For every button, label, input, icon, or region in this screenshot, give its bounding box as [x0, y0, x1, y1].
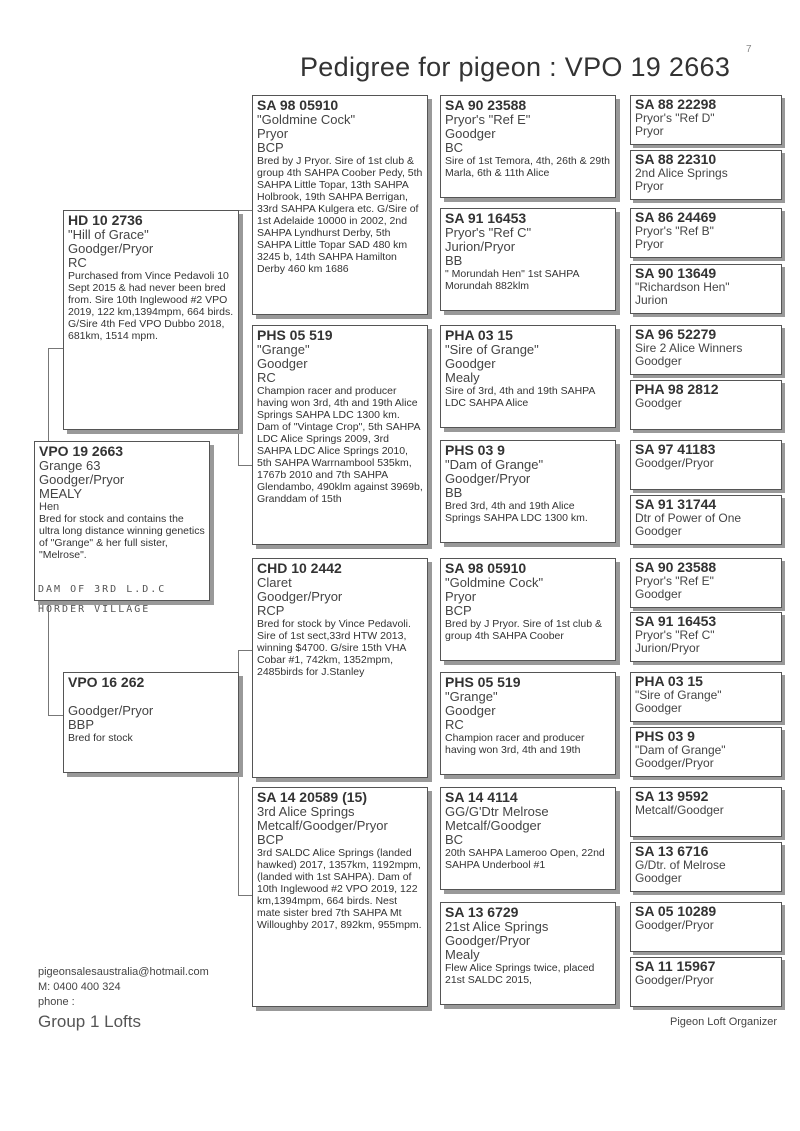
pigeon-card-gen5	[630, 558, 782, 608]
breeder: Pryor	[445, 589, 477, 604]
pigeon-name: Pryor's "Ref E"	[445, 112, 531, 127]
pigeon-card-gen4	[440, 787, 616, 890]
pigeon-name: Sire 2 Alice Winners	[635, 341, 743, 355]
pigeon-card-gen4	[440, 208, 616, 311]
pigeon-name: 2nd Alice Springs	[635, 166, 728, 180]
breeder: Pryor	[257, 126, 289, 141]
pigeon-card-sire	[63, 210, 239, 430]
notes: Bred for stock by Vince Pedavoli. Sire of 1st sect,33rd HTW 2013, winning $4700. G/sire 15th VHA Cobar #1, 742km, 1352mpm, 2485birds for J.Stanley	[257, 618, 411, 678]
color: Mealy	[445, 370, 480, 385]
breeder: Goodger	[635, 354, 682, 368]
ring-number: PHA 03 15	[635, 673, 703, 689]
connector	[48, 600, 49, 715]
pigeon-name: "Goldmine Cock"	[445, 575, 544, 590]
ring-number: SA 14 20589 (15)	[257, 789, 367, 805]
breeder: Goodger/Pryor	[635, 918, 714, 932]
ring-number: SA 91 16453	[445, 210, 527, 226]
pigeon-name: Pryor's "Ref C"	[635, 628, 715, 642]
notes: Bred by J Pryor. Sire of 1st club & group 4th SAHPA Coober	[445, 618, 602, 642]
breeder: Metcalf/Goodger	[635, 803, 724, 817]
ring-number: PHS 05 519	[445, 674, 521, 690]
pigeon-card-gen4	[440, 440, 616, 543]
page-title: Pedigree for pigeon : VPO 19 2663	[300, 52, 731, 82]
ring-number: SA 13 9592	[635, 788, 709, 804]
pigeon-card-gen5	[630, 380, 782, 430]
pigeon-name: "Sire of Grange"	[635, 688, 722, 702]
color: Mealy	[445, 947, 480, 962]
pigeon-name: "Dam of Grange"	[445, 457, 544, 472]
connector	[238, 895, 252, 896]
pigeon-card-gen5	[630, 440, 782, 490]
pigeon-card-gen4	[440, 558, 616, 661]
pigeon-card-gen5	[630, 495, 782, 545]
ring-number: SA 98 05910	[445, 560, 527, 576]
pigeon-card-gen4	[440, 95, 616, 198]
pigeon-name: "Richardson Hen"	[635, 280, 730, 294]
notes: Sire of 3rd, 4th and 19th SAHPA LDC SAHPA Alice	[445, 385, 595, 409]
pigeon-card-gen3	[252, 787, 428, 1007]
ring-number: SA 13 6729	[445, 904, 519, 920]
pigeon-name: Pryor's "Ref D"	[635, 111, 715, 125]
notes: Bred by J Pryor. Sire of 1st club & group 4th SAHPA Coober Pedy, 5th SAHPA Little Topar, 13th SAHPA Holbrook, 19th SAHPA Berrigan, 33rd SAHPA Kulgera etc. G/Sire of 1st Adelaide 10000 in 2002, 2nd SAHPA Lyndhurst Derby, 5th SAHPA Little Topar SAD 480 km 3245 b, 14th SAHPA Hamilton Derby 460 km 1686	[257, 155, 423, 275]
pigeon-name: "Grange"	[445, 689, 498, 704]
breeder: Goodger/Pryor	[68, 703, 154, 718]
ring-number: SA 91 31744	[635, 496, 717, 512]
color: MEALY	[39, 486, 83, 501]
ring-number: VPO 19 2663	[39, 443, 124, 459]
pigeon-name: Pryor's "Ref B"	[635, 224, 714, 238]
notes: Bred for stock	[68, 732, 133, 744]
pigeon-card-gen5	[630, 787, 782, 837]
ring-number: SA 98 05910	[257, 97, 339, 113]
notes: Bred 3rd, 4th and 19th Alice Springs SAHPA LDC 1300 km.	[445, 500, 588, 524]
pigeon-name	[68, 690, 234, 704]
connector	[48, 348, 63, 349]
breeder: Goodger/Pryor	[635, 973, 714, 987]
connector	[238, 465, 252, 466]
sex: Hen	[39, 501, 60, 513]
breeder: Goodger	[635, 524, 682, 538]
connector	[48, 348, 49, 441]
pigeon-card-gen5	[630, 957, 782, 1007]
pigeon-card-gen4	[440, 325, 616, 428]
breeder: Goodger/Pryor	[39, 472, 125, 487]
ring-number: SA 90 13649	[635, 265, 717, 281]
notes: Purchased from Vince Pedavoli 10 Sept 2015 & had never been bred from. Sire 10th Inglewood #2 VPO 2019, 122 km,1394mpm, 664 birds. G/Sire 4th Fed VPO Dubbo 2018, 681km, 1514 mpm.	[68, 270, 234, 342]
pigeon-card-dam	[63, 672, 239, 773]
connector	[238, 210, 252, 211]
color: BC	[445, 832, 464, 847]
pigeon-name: GG/G'Dtr Melrose	[445, 804, 549, 819]
contact-phone: phone :	[38, 996, 75, 1008]
pigeon-name: 21st Alice Springs	[445, 919, 549, 934]
color: BCP	[257, 140, 284, 155]
pigeon-name: "Goldmine Cock"	[257, 112, 356, 127]
breeder: Goodger	[635, 871, 682, 885]
ring-number: VPO 16 262	[68, 674, 145, 690]
pigeon-name: "Dam of Grange"	[635, 743, 726, 757]
ring-number: SA 88 22298	[635, 96, 717, 112]
pigeon-name: "Hill of Grace"	[68, 227, 149, 242]
pigeon-card-gen5	[630, 208, 782, 258]
notes: " Morundah Hen" 1st SAHPA Morundah 882klm	[445, 268, 579, 292]
ring-number: PHS 03 9	[445, 442, 505, 458]
ring-number: SA 96 52279	[635, 326, 717, 342]
corner-mark: 7	[746, 44, 752, 55]
color: BCP	[445, 603, 472, 618]
pigeon-name: G/Dtr. of Melrose	[635, 858, 726, 872]
pigeon-card-gen5	[630, 902, 782, 952]
pigeon-name: "Grange"	[257, 342, 310, 357]
contact-email: pigeonsalesaustralia@hotmail.com	[38, 966, 209, 978]
ring-number: PHA 98 2812	[635, 381, 719, 397]
breeder: Metcalf/Goodger	[445, 818, 542, 833]
notes: Champion racer and producer having won 3rd, 4th and 19th Alice Springs SAHPA LDC 1300 km. Dam of "Vintage Crop", 5th SAHPA LDC Alice Springs 2009, 3rd SAHPA LDC Alice Springs 2010, 5th SAHPA Warrnambool 535km, 1767b 2010 and 7th SAHPA Glendambo, 490klm against 3969b, Granddam of 15th	[257, 385, 423, 505]
pigeon-card-gen4	[440, 902, 616, 1005]
handwritten-note: DAM OF 3RD L.D.C	[38, 584, 167, 595]
breeder: Goodger/Pryor	[257, 589, 343, 604]
pigeon-card-gen5	[630, 264, 782, 314]
breeder: Goodger	[635, 701, 682, 715]
color: RC	[445, 717, 464, 732]
breeder: Goodger/Pryor	[635, 456, 714, 470]
pigeon-card-gen5	[630, 842, 782, 892]
pigeon-card-gen5	[630, 95, 782, 145]
ring-number: PHA 03 15	[445, 327, 513, 343]
pigeon-name: 3rd Alice Springs	[257, 804, 355, 819]
breeder: Jurion/Pryor	[445, 239, 516, 254]
breeder: Goodger/Pryor	[445, 471, 531, 486]
breeder: Pryor	[635, 179, 664, 193]
breeder: Jurion/Pryor	[635, 641, 700, 655]
pigeon-card-gen5	[630, 727, 782, 777]
ring-number: SA 88 22310	[635, 151, 717, 167]
connector	[238, 650, 252, 651]
notes: Flew Alice Springs twice, placed 21st SALDC 2015,	[445, 962, 595, 986]
breeder: Goodger	[445, 126, 496, 141]
pigeon-card-gen3	[252, 558, 428, 778]
ring-number: PHS 05 519	[257, 327, 333, 343]
notes: Bred for stock and contains the ultra long distance winning genetics of "Grange" & her full sister, "Melrose".	[39, 513, 205, 561]
breeder: Metcalf/Goodger/Pryor	[257, 818, 388, 833]
breeder: Goodger	[635, 587, 682, 601]
pigeon-card-gen5	[630, 612, 782, 662]
notes: Sire of 1st Temora, 4th, 26th & 29th Marla, 6th & 11th Alice	[445, 155, 610, 179]
contact-mobile: M: 0400 400 324	[38, 981, 121, 993]
breeder: Goodger	[257, 356, 308, 371]
ring-number: SA 11 15967	[635, 958, 716, 974]
breeder: Goodger/Pryor	[68, 241, 154, 256]
color: RC	[257, 370, 276, 385]
ring-number: SA 14 4114	[445, 789, 518, 805]
color: RCP	[257, 603, 285, 618]
color: BCP	[257, 832, 284, 847]
color: BBP	[68, 717, 95, 732]
breeder: Goodger	[445, 703, 496, 718]
breeder: Goodger/Pryor	[445, 933, 531, 948]
color: BC	[445, 140, 464, 155]
breeder: Goodger	[635, 396, 682, 410]
ring-number: SA 90 23588	[445, 97, 527, 113]
pigeon-name: "Sire of Grange"	[445, 342, 539, 357]
pigeon-name: Pryor's "Ref C"	[445, 225, 532, 240]
pigeon-name: Grange 63	[39, 458, 101, 473]
ring-number: SA 13 6716	[635, 843, 709, 859]
pigeon-name: Pryor's "Ref E"	[635, 574, 714, 588]
color: RC	[68, 255, 87, 270]
pigeon-name: Claret	[257, 575, 292, 590]
pigeon-card-gen3	[252, 325, 428, 545]
notes: Champion racer and producer having won 3rd, 4th and 19th	[445, 732, 585, 756]
notes: 3rd SALDC Alice Springs (landed hawked) 2017, 1357km, 1192mpm, (landed with 1st SAHPA). Dam of 10th Inglewood #2 VPO 2019, 122 km,1394mpm, 664 birds. Nest mate sister bred 7th SAHPA Mt Willoughby 2017, 892km, 955mpm.	[257, 847, 422, 931]
loft-name: Group 1 Lofts	[38, 1012, 142, 1031]
ring-number: SA 05 10289	[635, 903, 717, 919]
color: BB	[445, 485, 463, 500]
software-credit: Pigeon Loft Organizer	[670, 1016, 778, 1028]
breeder: Pryor	[635, 124, 664, 138]
pigeon-card-gen4	[440, 672, 616, 775]
ring-number: SA 91 16453	[635, 613, 717, 629]
pigeon-name: Dtr of Power of One	[635, 511, 742, 525]
ring-number: HD 10 2736	[68, 212, 143, 228]
ring-number: SA 86 24469	[635, 209, 717, 225]
pigeon-card-gen5	[630, 672, 782, 722]
ring-number: SA 90 23588	[635, 559, 717, 575]
ring-number: CHD 10 2442	[257, 560, 342, 576]
color: BB	[445, 253, 463, 268]
pigeon-card-gen5	[630, 150, 782, 200]
breeder: Jurion	[635, 293, 668, 307]
breeder: Goodger/Pryor	[635, 756, 714, 770]
notes: 20th SAHPA Lameroo Open, 22nd SAHPA Underbool #1	[445, 847, 605, 871]
pigeon-card-gen5	[630, 325, 782, 375]
breeder: Pryor	[635, 237, 664, 251]
connector	[48, 715, 63, 716]
breeder: Goodger	[445, 356, 496, 371]
pigeon-card-gen3	[252, 95, 428, 315]
ring-number: SA 97 41183	[635, 441, 716, 457]
handwritten-note: HORDER VILLAGE	[38, 604, 151, 615]
ring-number: PHS 03 9	[635, 728, 695, 744]
pigeon-card-subject	[34, 441, 210, 601]
